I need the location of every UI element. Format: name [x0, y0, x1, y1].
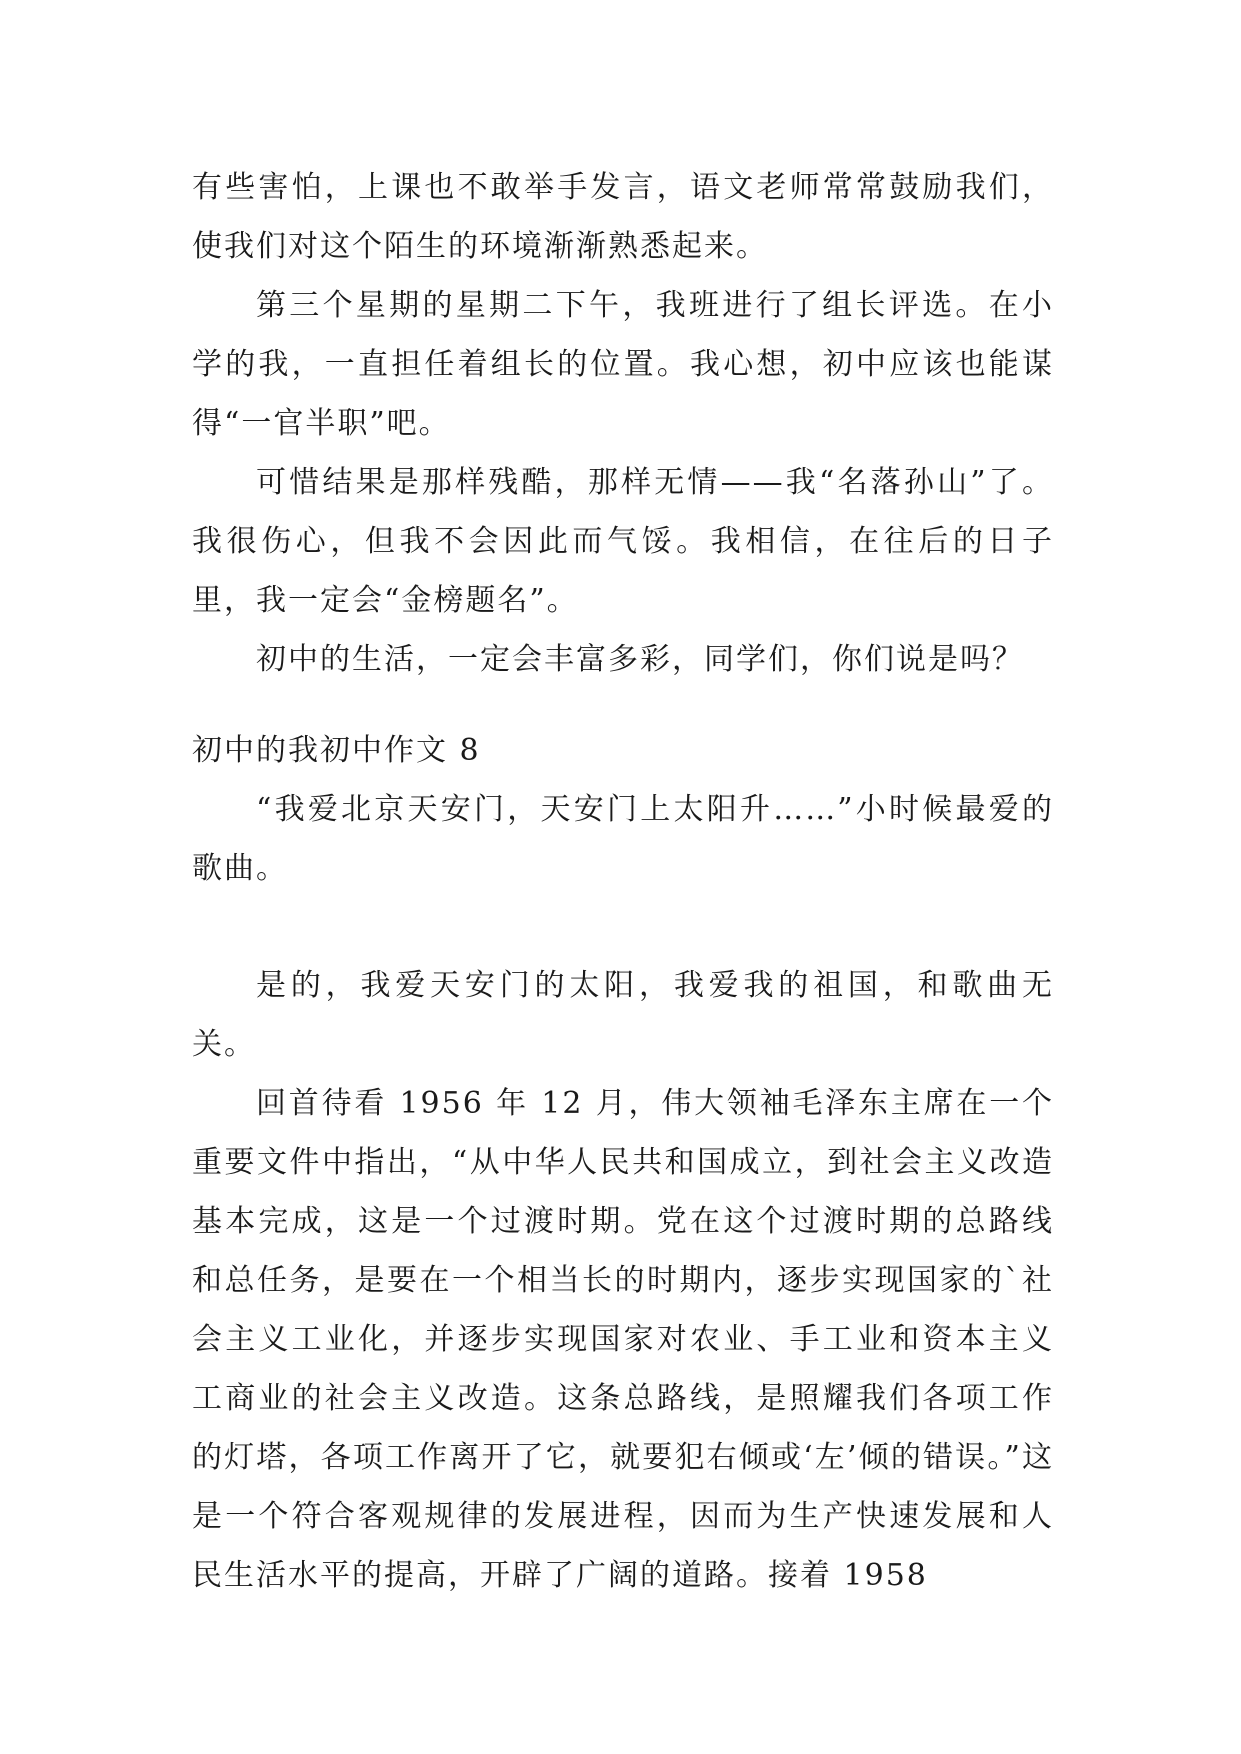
- paragraph-song: “我爱北京天安门，天安门上太阳升……”小时候最爱的歌曲。: [192, 792, 1054, 886]
- document-body: [192, 158, 1054, 1605]
- section-title: 初中的我初中作文 8: [192, 733, 481, 768]
- paragraph-history: 回首待看 1956 年 12 月，伟大领袖毛泽东主席在一个重要文件中指出，“从中华人民共和国成立，到社会主义改造基本完成，这是一个过渡时期。党在这个过渡时期的总路线和总任务，是要在一个相当长的时期内，逐步实现国家的`社会主义工业化，并逐步实现国家对农业、手工业和资本主义工商业的社会主义改造。这条总路线，是照耀我们各项工作的灯塔，各项工作离开了它，就要犯右倾或‘左’倾的错误。”这是一个符合客观规律的发展进程，因而为生产快速发展和人民生活水平的提高，开辟了广阔的道路。接着 1958: [192, 1086, 1054, 1593]
- paragraph-group-leader-election: 第三个星期的星期二下午，我班进行了组长评选。在小学的我，一直担任着组长的位置。我心想，初中应该也能谋得“一官半职”吧。: [192, 288, 1054, 441]
- paragraph-middle-school-life: 初中的生活，一定会丰富多彩，同学们，你们说是吗？: [256, 642, 1024, 677]
- paragraph-result: 可惜结果是那样残酷，那样无情——我“名落孙山”了。我很伤心，但我不会因此而气馁。我相信，在往后的日子里，我一定会“金榜题名”。: [192, 465, 1054, 618]
- paragraph-continued: 有些害怕，上课也不敢举手发言，语文老师常常鼓励我们，使我们对这个陌生的环境渐渐熟悉起来。: [192, 170, 1054, 264]
- paragraph-gap: [192, 898, 1054, 956]
- paragraph-love-country: 是的，我爱天安门的太阳，我爱我的祖国，和歌曲无关。: [192, 968, 1054, 1062]
